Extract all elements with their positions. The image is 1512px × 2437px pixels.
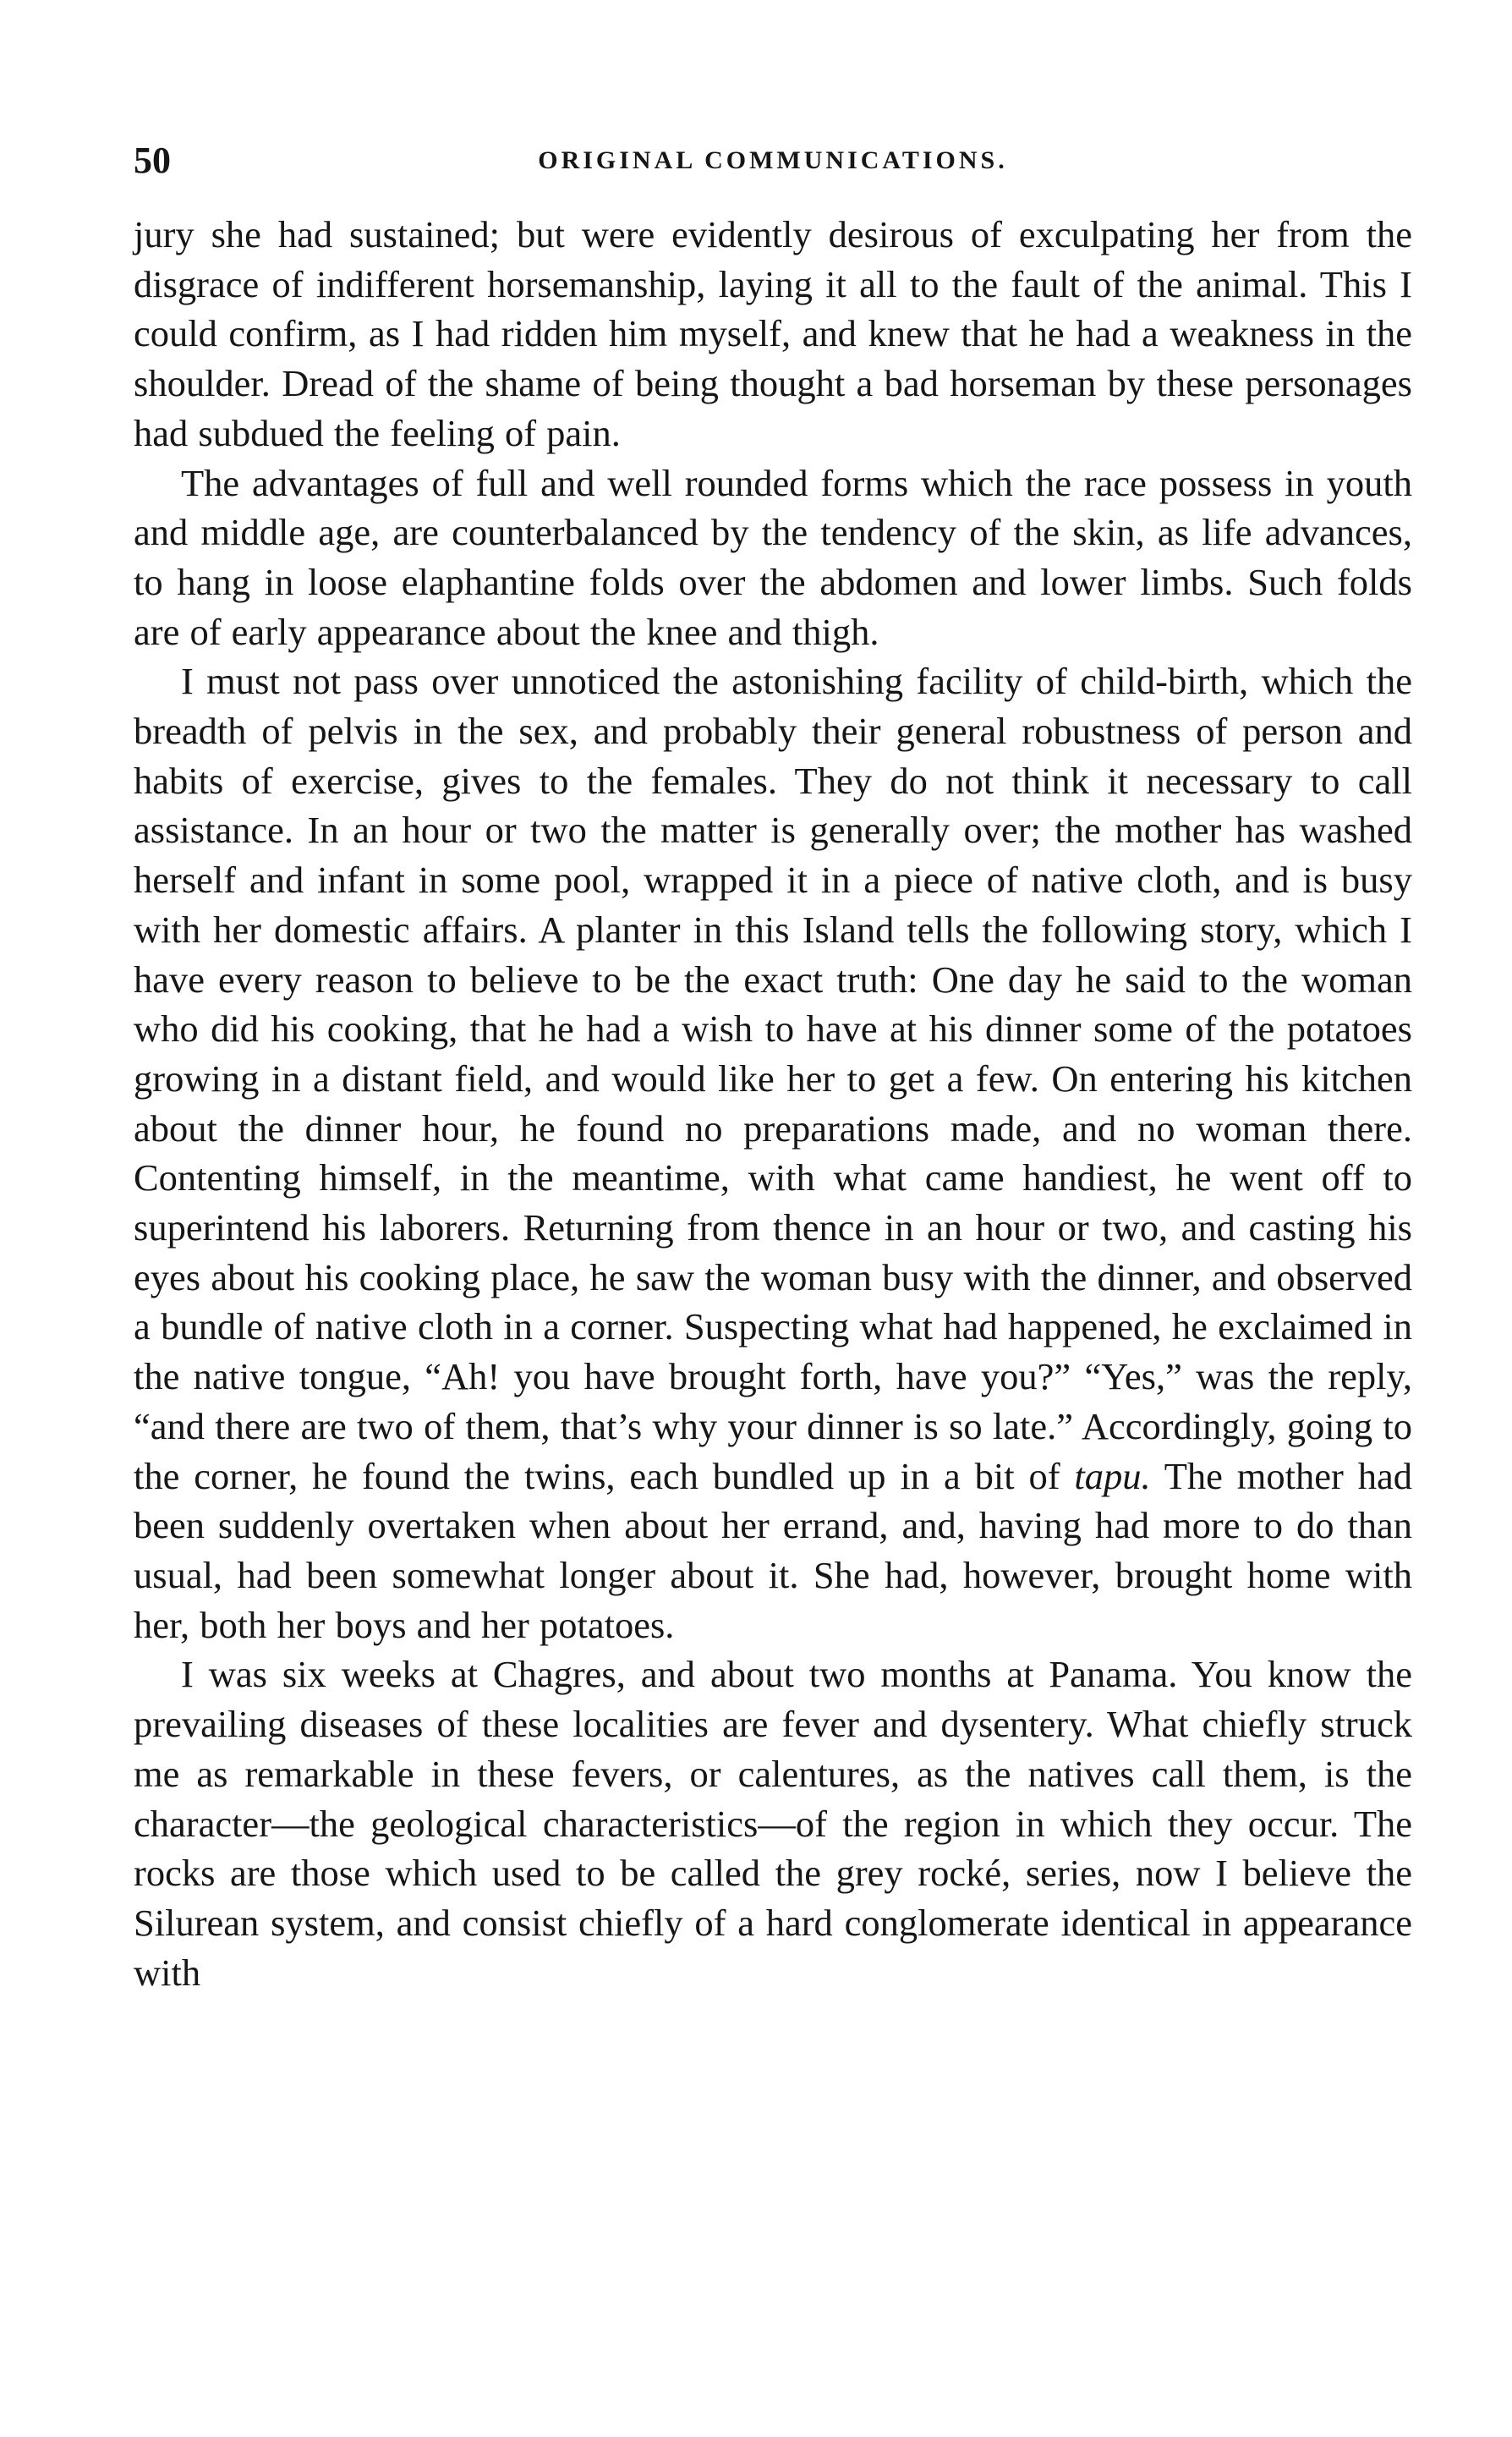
paragraph-3-italic-word: tapu. <box>1074 1454 1151 1497</box>
body-text <box>134 210 1412 1997</box>
running-head <box>134 135 1412 186</box>
paragraph-4-text: I was six weeks at Chagres, and about two months at Panama. You know the prevailing diseases of these localities are fever and dysentery. What chiefly struck me as remarkable in these fevers, or calentures, as the natives call them, is the character—the geological characteristics—of the region in which they occur. The rocks are those which used to be called the grey rocké, series, now I believe the Silurean system, and consist chiefly of a hard conglomerate identical in appearance with <box>134 1653 1412 1994</box>
paragraph-4 <box>134 1649 1412 1997</box>
paragraph-3 <box>134 656 1412 1649</box>
paragraph-2-text: The advantages of full and well rounded forms which the race possess in youth and middle age, are counterbalanced by the tendency of the skin, as life advances, to hang in loose elaphantine folds over the abdomen and lower limbs. Such folds are of early appearance about the knee and thigh. <box>134 461 1412 653</box>
paragraph-3-text-after: The mother had been suddenly overtaken when about her errand, and, having had more to do than usual, had been somewhat longer about it. She had, however, brought home with her, both her boys and her potatoes. <box>134 1454 1412 1646</box>
running-title: ORIGINAL COMMUNICATIONS. <box>538 146 1008 174</box>
paragraph-3-text: I must not pass over unnoticed the astonishing facility of child-birth, which the breadth of pelvis in the sex, and probably their general robustness of person and habits of exercise, gives to the females. They do not think it necessary to call assistance. In an hour or two the matter is generally over; the mother has washed herself and infant in some pool, wrapped it in a piece of native cloth, and is busy with her domestic affairs. A planter in this Island tells the following story, which I have every reason to believe to be the exact truth: One day he said to the woman who did his cooking, that he had a wish to have at his dinner some of the potatoes growing in a distant field, and would like her to get a few. On entering his kitchen about the dinner hour, he found no preparations made, and no woman there. Contenting himself, in the meantime, with what came handiest, he went off to superintend his laborers. Returning from thence in an hour or two, and casting his eyes about his cooking place, he saw the woman busy with the dinner, and observed a bundle of native cloth in a corner. Suspecting what had happened, he exclaimed in the native tongue, “Ah! you have brought forth, have you?” “Yes,” was the reply, “and there are two of them, that’s why your dinner is so late.” Accordingly, going to the corner, he found the twins, each bundled up in a bit of <box>134 660 1412 1497</box>
paragraph-1-text: jury she had sustained; but were evidently desirous of exculpating her from the disgrace of indifferent horsemanship, laying it all to the fault of the animal. This I could confirm, as I had ridden him myself, and knew that he had a weakness in the shoulder. Dread of the shame of being thought a bad horseman by these personages had subdued the feeling of pain. <box>134 213 1412 454</box>
page-number: 50 <box>134 140 171 181</box>
paragraph-1 <box>134 210 1412 458</box>
paragraph-2 <box>134 458 1412 657</box>
